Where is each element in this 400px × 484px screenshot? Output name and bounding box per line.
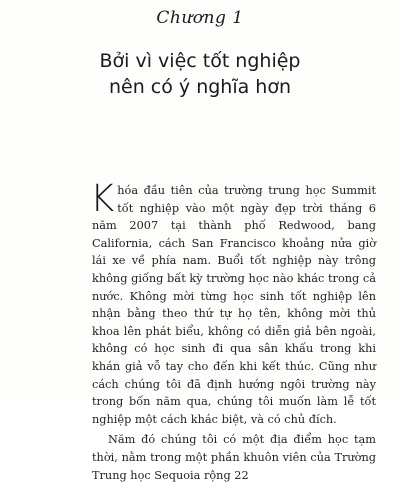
drop-cap: K <box>90 177 115 220</box>
paragraph-2: Năm đó chúng tôi có một địa điểm học tạm thời, nằm trong một phần khuôn viên của Trường Trung học Sequoia rộng 22 <box>92 433 376 482</box>
chapter-title-line-2: nên có ý nghĩa hơn <box>108 76 292 98</box>
paragraph-1 <box>90 177 376 428</box>
paragraph-1-text: hóa đầu tiên của trường trung học Summit tốt nghiệp vào một ngày đẹp trời tháng 6 năm 2007 tại thành phố Redwood, bang California, cách San Francisco khoảng nửa giờ lái xe về phía nam. Buổi tốt nghiệp này trông không giống bất kỳ trường học nào khác trong cả nước. Không mời từng học sinh tốt nghiệp lên nhận bằng theo thứ tự họ tên, không mời thủ khoa lên phát biểu, không có diễn giả bên ngoài, không có học sinh đi qua sân khấu trong khi khán giả vỗ tay cho đến khi kết thúc. Cũng như cách chúng tôi đã định hướng ngôi trường này trong bốn năm qua, chúng tôi muốn làm lễ tốt nghiệp một cách khác biệt, và có chủ đích. <box>92 184 376 426</box>
body-text <box>90 177 376 484</box>
chapter-title <box>0 48 400 100</box>
chapter-label: Chương 1 <box>156 8 244 28</box>
chapter-title-line-1: Bởi vì việc tốt nghiệp <box>99 50 301 72</box>
